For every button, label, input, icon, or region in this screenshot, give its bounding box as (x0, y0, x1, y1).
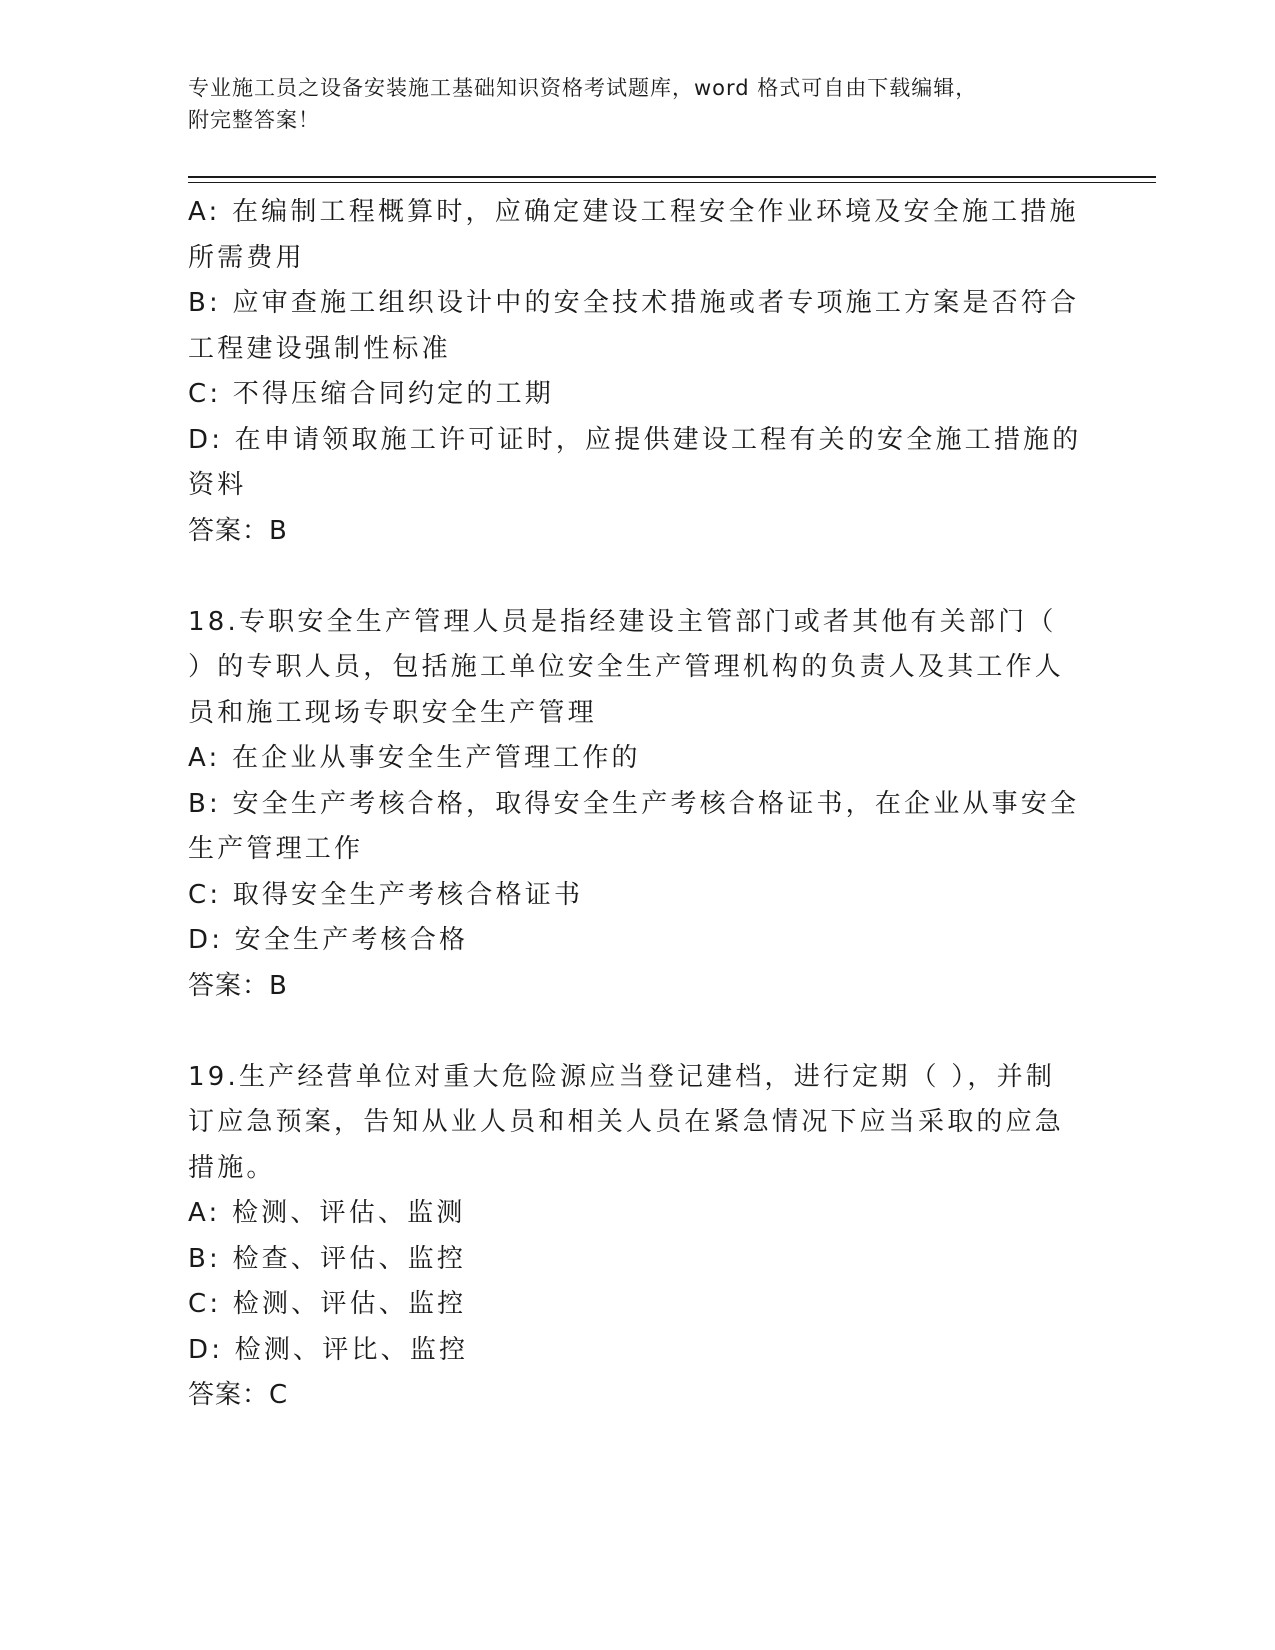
option-a: A: 在企业从事安全生产管理工作的 (188, 743, 641, 773)
option-a-line-2: 所需费用 (188, 242, 305, 273)
option-a: A: 检测、评估、监测 (188, 1198, 466, 1228)
option-d-line-1: D: 在申请领取施工许可证时，应提供建设工程有关的安全施工措施的 (188, 424, 1082, 455)
option-a-line-1: A: 在编制工程概算时，应确定建设工程安全作业环境及安全施工措施 (188, 197, 1079, 227)
option-c: C: 不得压缩合同约定的工期 (188, 379, 554, 409)
question-18-stem-line-2: ）的专职人员，包括施工单位安全生产管理机构的负责人及其工作人 (188, 652, 1065, 682)
question-19-stem-line-2: 订应急预案，告知从业人员和相关人员在紧急情况下应当采取的应急 (188, 1107, 1065, 1137)
answer-17: 答案：B (188, 515, 288, 546)
question-18 (188, 600, 1088, 1010)
option-d: D: 检测、评比、监控 (188, 1334, 469, 1365)
header-line-2: 附完整答案！ (188, 108, 320, 132)
spacer (188, 1009, 1088, 1055)
option-d-line-2: 资料 (188, 470, 247, 500)
option-d: D: 安全生产考核合格 (188, 925, 469, 955)
question-17-options (188, 190, 1088, 554)
header-line-1: 专业施工员之设备安装施工基础知识资格考试题库，word 格式可自由下载编辑， (188, 76, 978, 100)
question-19 (188, 1055, 1088, 1419)
option-b: B: 检查、评估、监控 (188, 1243, 467, 1274)
option-c: C: 检测、评估、监控 (188, 1289, 467, 1319)
question-18-stem-line-3: 员和施工现场专职安全生产管理 (188, 697, 597, 728)
option-b-line-2: 工程建设强制性标准 (188, 333, 451, 364)
answer-19: 答案：C (188, 1380, 289, 1410)
option-b-line-1: B: 安全生产考核合格，取得安全生产考核合格证书，在企业从事安全 (188, 788, 1080, 819)
spacer (188, 554, 1088, 600)
page-header (188, 72, 1068, 136)
header-divider-thin (188, 182, 1156, 183)
question-18-stem-line-1: 18.专职安全生产管理人员是指经建设主管部门或者其他有关部门（ (188, 606, 1057, 637)
option-b-line-1: B: 应审查施工组织设计中的安全技术措施或者专项施工方案是否符合 (188, 288, 1080, 318)
question-content (188, 190, 1088, 1419)
answer-18: 答案：B (188, 970, 288, 1001)
option-c: C: 取得安全生产考核合格证书 (188, 879, 584, 910)
header-divider-thick (188, 176, 1156, 178)
option-b-line-2: 生产管理工作 (188, 834, 364, 864)
question-19-stem-line-1: 19.生产经营单位对重大危险源应当登记建档，进行定期（ ），并制 (188, 1061, 1056, 1092)
question-19-stem-line-3: 措施。 (188, 1152, 276, 1183)
